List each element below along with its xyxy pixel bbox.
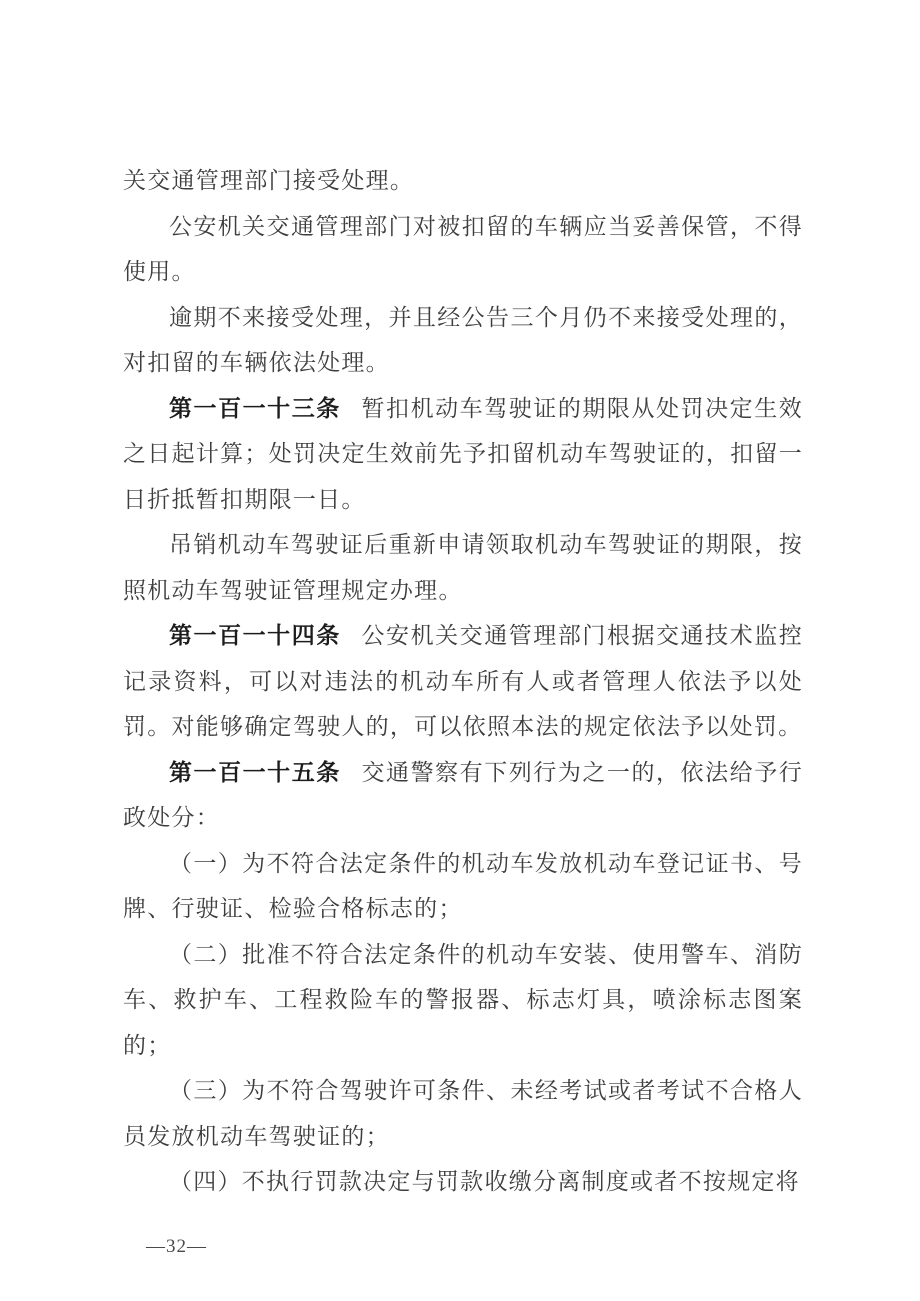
paragraph-item-3 [123,1068,803,1159]
paragraph-text: 关交通管理部门接受处理。 [123,168,415,193]
paragraph-text: 公安机关交通管理部门对被扣留的车辆应当妥善保管，不得使用。 [123,213,803,284]
paragraph-text: （一）为不符合法定条件的机动车发放机动车登记证书、号牌、行驶证、检验合格标志的； [123,850,803,921]
page-number: —32— [146,1236,207,1257]
paragraph-item-4 [123,1159,803,1205]
paragraph-text: （三）为不符合驾驶许可条件、未经考试或者考试不合格人员发放机动车驾驶证的； [123,1078,803,1149]
page-footer [146,1236,207,1258]
paragraph [123,204,803,295]
paragraph-text: （四）不执行罚款决定与罚款收缴分离制度或者不按规定将 [169,1169,800,1194]
paragraph-text: 逾期不来接受处理，并且经公告三个月仍不来接受处理的，对扣留的车辆依法处理。 [123,304,803,375]
paragraph-continuation [123,158,803,204]
paragraph [123,522,803,613]
paragraph-text: （二）批准不符合法定条件的机动车安装、使用警车、消防车、救护车、工程救险车的警报器、标志灯具，喷涂标志图案的； [123,941,803,1058]
paragraph-text: 暂扣机动车驾驶证的期限从处罚决定生效之日起计算；处罚决定生效前先予扣留机动车驾驶证的，扣留一日折抵暂扣期限一日。 [123,395,803,512]
paragraph-item-2 [123,932,803,1069]
paragraph-text: 吊销机动车驾驶证后重新申请领取机动车驾驶证的期限，按照机动车驾驶证管理规定办理。 [123,532,803,603]
article-115-heading: 第一百一十五条 [169,758,341,785]
paragraph-text: 公安机关交通管理部门根据交通技术监控记录资料，可以对违法的机动车所有人或者管理人依法予以处罚。对能够确定驾驶人的，可以依照本法的规定依法予以处罚。 [123,623,803,739]
paragraph-article-114 [123,613,803,750]
paragraph-item-1 [123,841,803,932]
article-113-heading: 第一百一十三条 [169,394,341,421]
paragraph-text: 交通警察有下列行为之一的，依法给予行政处分： [123,759,803,830]
paragraph-article-113 [123,386,803,523]
paragraph-article-115 [123,750,803,841]
text-block [123,158,803,1205]
article-114-heading: 第一百一十四条 [169,622,341,648]
paragraph [123,295,803,386]
